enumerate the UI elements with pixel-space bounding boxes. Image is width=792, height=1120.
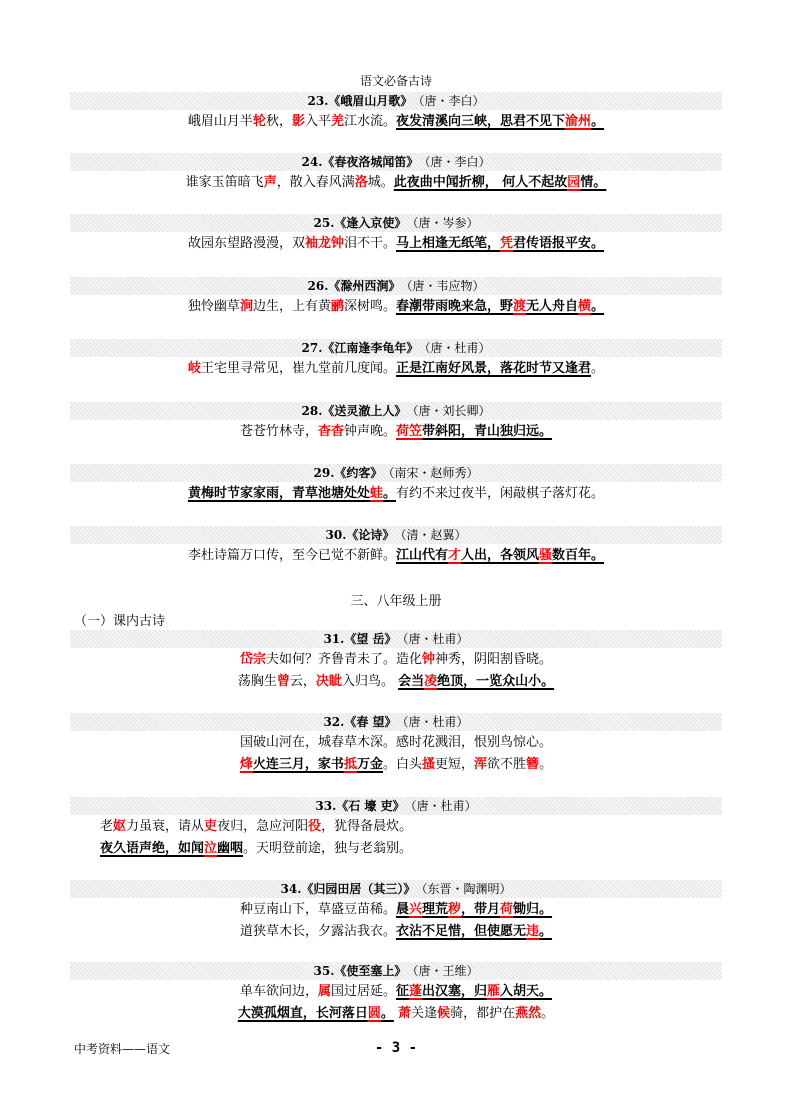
poem-text-segment: 燕然 [515, 1006, 542, 1021]
poem-text-segment: 谁家玉笛暗飞 [185, 175, 264, 190]
poem-line [0, 901, 792, 919]
poem-author: （唐・韦应物） [406, 279, 485, 293]
poem-text-segment: 。 [591, 361, 605, 376]
poem-text-segment: 蛙 [369, 486, 383, 501]
poem-text-segment: ，散入春风满 [276, 175, 355, 190]
poem-author: （唐・王维） [412, 964, 479, 978]
poem-title: 25.《逢入京使》 [313, 216, 407, 230]
poem-line [0, 923, 792, 941]
footer-label: 中考资料——语文 [74, 1042, 171, 1056]
poem-text-segment: 幽咽 [217, 841, 244, 856]
poem-text-segment: 李杜诗篇万口传，至今已觉不新鲜。 [187, 548, 396, 563]
poem-text-segment: 才 [447, 548, 461, 563]
poem-text-segment: 国破山河在，城春草木深。感时花溅泪，恨别鸟惊心。 [239, 735, 552, 750]
poem-text-segment: 违 [526, 924, 540, 939]
poem-author: （南宋・赵师秀） [388, 466, 479, 480]
poem-text-segment: 荷 [500, 902, 514, 917]
poem-text-segment: 情。 [580, 175, 607, 190]
poem-text-segment: 神秀，阴阳割昏晓。 [435, 652, 553, 667]
poem-author: （唐・岑参） [412, 216, 479, 230]
poem-text-segment: 数百年。 [552, 548, 605, 563]
poem-text-segment: 入平 [304, 114, 331, 129]
poem-text-segment: 影 [291, 114, 305, 129]
poem-line [0, 174, 792, 192]
poem-text-segment: 荡胸生 [237, 674, 277, 689]
poem-text-segment: 入胡天。 [500, 984, 553, 999]
poem-text-segment: 岐 [187, 361, 201, 376]
poem-text-segment: 涧 [239, 299, 253, 314]
poem-text-segment: 圆 [367, 1006, 381, 1021]
poem-line [100, 818, 700, 836]
poem-text-segment: 妪 [113, 819, 127, 834]
poem-title-bar [70, 962, 722, 980]
poem-text-segment: 力虽衰，请从 [126, 819, 205, 834]
poem-text-segment: 正是江南好风景，落花时节又逢君 [396, 361, 592, 376]
section-title: 三、八年级上册 [350, 594, 442, 609]
poem-text-segment: 黄梅时节家家雨，青草池塘处处 [187, 486, 370, 501]
poem-text-segment: 苍苍竹林寺， [239, 424, 318, 439]
poem-text-segment: 。 [591, 114, 605, 129]
poem-title-bar [70, 153, 722, 171]
poem-text-segment: 泣 [204, 841, 218, 856]
poem-text-segment: 城。 [367, 175, 394, 190]
poem-line [0, 113, 792, 131]
poem-text-segment: 关逢 [411, 1006, 438, 1021]
poem-text-segment: 抵 [343, 757, 357, 772]
poem-line [0, 1005, 792, 1023]
poem-text-segment: 王宅里寻常见，崔九堂前几度闻。 [200, 361, 396, 376]
poem-author: （唐・刘长卿） [412, 404, 491, 418]
poem-title-bar [70, 713, 722, 731]
poem-author: （唐・杜甫） [410, 799, 477, 813]
poem-text-segment: 骚 [539, 548, 553, 563]
poem-text-segment: 。 [383, 486, 397, 501]
poem-text-segment: 烽 [239, 757, 253, 772]
poem-text-segment: 役 [308, 819, 322, 834]
poem-title-bar [70, 339, 722, 357]
poem-text-segment: 夫如何？齐鲁青未了。造化 [265, 652, 422, 667]
poem-title: 32.《春 望》 [323, 715, 397, 729]
poem-text-segment: 夜归，急应河阳 [217, 819, 309, 834]
poem-title: 35.《使至塞上》 [313, 964, 407, 978]
poem-text-segment: 兴 [408, 902, 422, 917]
poem-text-segment: 君传语报平安。 [513, 236, 605, 251]
poem-text-segment: 单车欲问边， [239, 984, 318, 999]
poem-title-bar [70, 880, 722, 898]
poem-text-segment: 云， [289, 674, 316, 689]
poem-text-segment: ，带月 [461, 902, 501, 917]
poem-title: 24.《春夜洛城闻笛》 [301, 155, 419, 169]
poem-text-segment: 。 [591, 299, 605, 314]
poem-text-segment: 萧 [398, 1006, 412, 1021]
poem-text-segment: 故园东望路漫漫，双 [187, 236, 305, 251]
poem-line [0, 423, 792, 441]
poem-text-segment: 。 [380, 1006, 394, 1021]
poem-text-segment: 凌 [424, 674, 438, 689]
poem-text-segment: 轮 [252, 114, 266, 129]
poem-line [0, 734, 792, 752]
poem-title-bar [70, 797, 722, 815]
poem-text-segment: 绝顶，一览众山小。 [437, 674, 555, 689]
poem-author: （唐・杜甫） [402, 632, 469, 646]
poem-title-bar [70, 464, 722, 482]
poem-text-segment: 钟 [422, 652, 436, 667]
poem-text-segment: 渝州 [565, 114, 592, 129]
poem-text-segment: 国过居延。 [330, 984, 396, 999]
poem-text-segment: 泪不干。 [343, 236, 396, 251]
poem-text-segment: 江山代有 [395, 548, 448, 563]
poem-line [0, 298, 792, 316]
poem-text-segment: 蓬 [409, 984, 423, 999]
poem-text-segment: 簪 [526, 757, 540, 772]
poem-title-bar [70, 402, 722, 420]
poem-title-bar [70, 277, 722, 295]
poem-text-segment: 吏 [204, 819, 218, 834]
poem-text-segment: 此夜曲中闻折柳， 何人不起故 [393, 175, 568, 190]
poem-text-segment: 钟声晚。 [343, 424, 396, 439]
poem-text-segment: 秽 [448, 902, 462, 917]
poem-text-segment: 夜久语声绝，如闻 [100, 841, 205, 856]
poem-text-segment: 会当 [398, 674, 425, 689]
poem-text-segment: 入归鸟。 [341, 674, 399, 689]
poem-title: 23.《峨眉山月歌》 [307, 94, 413, 108]
poem-title: 28.《送灵澈上人》 [301, 404, 407, 418]
poem-text-segment: 种豆南山下，草盛豆苗稀。 [239, 902, 396, 917]
poem-text-segment: 理荒 [421, 902, 448, 917]
poem-text-segment: 搔 [421, 757, 435, 772]
poem-line [100, 840, 700, 858]
poem-text-segment: 马上相逢无纸笔， [396, 236, 501, 251]
page-number: - 3 - [374, 1040, 418, 1056]
poem-text-segment: 欲不胜 [487, 757, 527, 772]
poem-text-segment: 浑 [474, 757, 488, 772]
poem-line [0, 983, 792, 1001]
poem-text-segment: 荷笠 [396, 424, 423, 439]
poem-text-segment: 万金 [356, 757, 383, 772]
poem-text-segment: 渡 [513, 299, 527, 314]
poem-text-segment: 江水流。 [344, 114, 397, 129]
poem-text-segment: 。 [539, 757, 553, 772]
subsection-title: （一）课内古诗 [74, 614, 166, 629]
poem-text-segment: 袖龙钟 [304, 236, 344, 251]
poem-text-segment: 。 [539, 924, 553, 939]
poem-line [0, 756, 792, 774]
poem-text-segment: 峨眉山月半 [187, 114, 253, 129]
poem-text-segment: 大漠孤烟直，长河落日 [237, 1006, 368, 1021]
poem-author: （唐・杜甫） [424, 341, 491, 355]
poem-text-segment: 火连三月，家书 [252, 757, 344, 772]
poem-text-segment: 。 [541, 1006, 555, 1021]
poem-text-segment: 更短， [435, 757, 475, 772]
poem-text-segment: 决眦 [315, 674, 342, 689]
poem-text-segment: 。天明登前途，独与老翁别。 [243, 841, 413, 856]
poem-text-segment: 声 [263, 175, 277, 190]
poem-title: 31.《望 岳》 [323, 632, 397, 646]
poem-text-segment: 带斜阳，青山独归远。 [422, 424, 553, 439]
poem-line [0, 235, 792, 253]
poem-line [0, 673, 792, 691]
poem-text-segment: 杳杳 [317, 424, 344, 439]
poem-text-segment: 锄归。 [513, 902, 553, 917]
poem-line [0, 547, 792, 565]
poem-text-segment: 鹂 [330, 299, 344, 314]
poem-text-segment: 晨 [395, 902, 409, 917]
poem-title-bar [70, 92, 722, 110]
poem-title: 26.《滁州西涧》 [307, 279, 401, 293]
poem-text-segment: 边生，上有黄 [252, 299, 331, 314]
poem-text-segment: 骑，都护在 [450, 1006, 516, 1021]
poem-title: 34.《归园田居（其三）》 [280, 882, 416, 896]
poem-text-segment: 曾 [276, 674, 290, 689]
poem-title-bar [70, 526, 722, 544]
poem-text-segment: 人出，各领风 [461, 548, 540, 563]
poem-title: 27.《江南逢李龟年》 [301, 341, 419, 355]
poem-line [0, 651, 792, 669]
poem-author: （唐・李白） [424, 155, 491, 169]
poem-text-segment: 岱宗 [239, 652, 266, 667]
poem-author: （唐・杜甫） [402, 715, 469, 729]
poem-text-segment: 出汉塞，归 [422, 984, 488, 999]
poem-text-segment: 秋， [265, 114, 292, 129]
poem-text-segment: 深树鸣。 [343, 299, 396, 314]
poem-line [0, 485, 792, 503]
poem-text-segment: 羌 [331, 114, 345, 129]
poem-text-segment: 道狭草木长，夕露沾我衣。 [239, 924, 396, 939]
poem-text-segment: 无人舟自 [526, 299, 579, 314]
poem-text-segment: ，犹得备晨炊。 [321, 819, 413, 834]
poem-text-segment: 凭 [500, 236, 514, 251]
poem-text-segment: 。白头 [382, 757, 422, 772]
poem-text-segment: 衣沾不足惜，但使愿无 [395, 924, 526, 939]
poem-text-segment: 园 [567, 175, 581, 190]
poem-author: （唐・李白） [418, 94, 485, 108]
poem-title-bar [70, 214, 722, 232]
poem-text-segment: 老 [100, 819, 114, 834]
poem-text-segment: 横 [578, 299, 592, 314]
poem-text-segment: 雁 [487, 984, 501, 999]
poem-author: （东晋・陶渊明） [421, 882, 512, 896]
poem-title-bar [70, 630, 722, 648]
poem-text-segment: 春潮带雨晚来急，野 [396, 299, 514, 314]
poem-text-segment: 征 [395, 984, 409, 999]
poem-text-segment: 洛 [354, 175, 368, 190]
poem-text-segment: 候 [437, 1006, 451, 1021]
poem-title: 33.《石 壕 吏》 [315, 799, 405, 813]
poem-text-segment: 夜发清溪向三峡，思君不见下 [396, 114, 566, 129]
poem-line [0, 360, 792, 378]
poem-text-segment: 独怜幽草 [187, 299, 240, 314]
poem-text-segment: 属 [317, 984, 331, 999]
poem-title: 30.《论诗》 [325, 528, 395, 542]
poem-text-segment: 有约不来过夜半，闲敲棋子落灯花。 [396, 486, 605, 501]
document-header: 语文必备古诗 [359, 74, 432, 88]
poem-author: （清・赵翼） [400, 528, 467, 542]
poem-title: 29.《约客》 [313, 466, 383, 480]
